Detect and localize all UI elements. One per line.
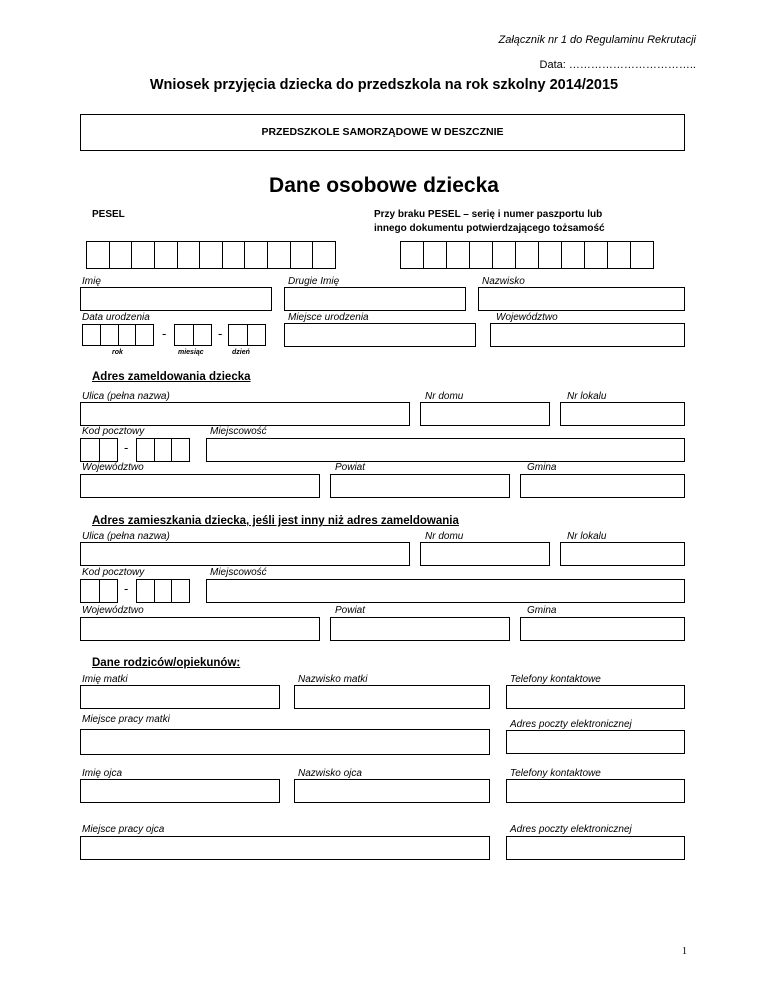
father-surname-field[interactable]: [294, 779, 490, 803]
pesel-field[interactable]: [86, 241, 336, 269]
surname-field[interactable]: [478, 287, 685, 311]
birth-day-field[interactable]: [228, 324, 266, 346]
passport-label-2: innego dokumentu potwierdzającego tożsamość: [374, 223, 605, 234]
reg-county-label: Powiat: [335, 462, 366, 473]
mother-surname-label: Nazwisko matki: [298, 674, 368, 685]
form-title: Wniosek przyjęcia dziecka do przedszkola na rok szkolny 2014/2015: [149, 77, 619, 93]
day-label: dzień: [232, 349, 250, 356]
birth-place-field[interactable]: [284, 323, 476, 347]
date-line: Data: ……………………………..: [539, 59, 696, 71]
father-email-field[interactable]: [506, 836, 685, 860]
passport-label-1: Przy braku PESEL – serię i numer paszportu lub: [374, 209, 603, 220]
child-data-heading: Dane osobowe dziecka: [269, 174, 499, 197]
reg-city-field[interactable]: [206, 438, 685, 462]
reg-house-field[interactable]: [420, 402, 550, 426]
father-surname-label: Nazwisko ojca: [298, 768, 362, 779]
surname-label: Nazwisko: [482, 276, 525, 287]
father-name-label: Imię ojca: [82, 768, 123, 779]
res-commune-label: Gmina: [527, 605, 557, 616]
mother-name-label: Imię matki: [82, 674, 128, 685]
res-postcode-first[interactable]: [80, 579, 118, 603]
birth-date-label: Data urodzenia: [82, 312, 150, 323]
attachment-note: Załącznik nr 1 do Regulaminu Rekrutacji: [498, 34, 696, 46]
reg-postcode-first[interactable]: [80, 438, 118, 462]
reg-postcode-label: Kod pocztowy: [82, 426, 145, 437]
res-flat-field[interactable]: [560, 542, 685, 566]
reg-city-label: Miejscowość: [210, 426, 267, 437]
father-work-label: Miejsce pracy ojca: [82, 824, 165, 835]
birth-voivodeship-label: Województwo: [496, 312, 558, 323]
mother-name-field[interactable]: [80, 685, 280, 709]
res-flat-label: Nr lokalu: [567, 531, 607, 542]
school-box: [80, 114, 685, 151]
school-name: PRZEDSZKOLE SAMORZĄDOWE W DESZCZNIE: [261, 126, 504, 138]
second-name-field[interactable]: [284, 287, 466, 311]
birth-year-field[interactable]: [82, 324, 154, 346]
res-county-field[interactable]: [330, 617, 510, 641]
reg-voivodeship-field[interactable]: [80, 474, 320, 498]
reg-postcode-second[interactable]: [136, 438, 190, 462]
date-separator: -: [218, 326, 223, 341]
res-commune-field[interactable]: [520, 617, 685, 641]
father-email-label: Adres poczty elektronicznej: [510, 824, 632, 835]
pesel-label: PESEL: [92, 209, 125, 220]
first-name-field[interactable]: [80, 287, 272, 311]
month-label: miesiąc: [178, 349, 204, 356]
res-voivodeship-label: Województwo: [82, 605, 144, 616]
page-number: 1: [682, 946, 687, 957]
birth-month-field[interactable]: [174, 324, 212, 346]
birth-voivodeship-field[interactable]: [490, 323, 685, 347]
reg-street-field[interactable]: [80, 402, 410, 426]
res-city-field[interactable]: [206, 579, 685, 603]
res-county-label: Powiat: [335, 605, 366, 616]
mother-work-field[interactable]: [80, 729, 490, 755]
mother-email-label: Adres poczty elektronicznej: [510, 719, 632, 730]
reg-house-label: Nr domu: [425, 391, 464, 402]
reg-commune-field[interactable]: [520, 474, 685, 498]
res-postcode-label: Kod pocztowy: [82, 567, 145, 578]
postcode-separator: -: [124, 440, 129, 455]
reg-flat-field[interactable]: [560, 402, 685, 426]
birth-place-label: Miejsce urodzenia: [288, 312, 369, 323]
res-postcode-second[interactable]: [136, 579, 190, 603]
reg-commune-label: Gmina: [527, 462, 557, 473]
reg-voivodeship-label: Województwo: [82, 462, 144, 473]
first-name-label: Imię: [82, 276, 101, 287]
reg-county-field[interactable]: [330, 474, 510, 498]
mother-work-label: Miejsce pracy matki: [82, 714, 170, 725]
residence-address-heading: Adres zamieszkania dziecka, jeśli jest inny niż adres zameldowania: [92, 515, 459, 527]
father-work-field[interactable]: [80, 836, 490, 860]
mother-email-field[interactable]: [506, 730, 685, 754]
passport-field[interactable]: [400, 241, 655, 269]
parents-heading: Dane rodziców/opiekunów:: [92, 657, 241, 669]
res-house-field[interactable]: [420, 542, 550, 566]
res-street-label: Ulica (pełna nazwa): [82, 531, 170, 542]
father-phone-field[interactable]: [506, 779, 685, 803]
reg-street-label: Ulica (pełna nazwa): [82, 391, 170, 402]
res-city-label: Miejscowość: [210, 567, 267, 578]
mother-phone-label: Telefony kontaktowe: [510, 674, 601, 685]
reg-flat-label: Nr lokalu: [567, 391, 607, 402]
father-name-field[interactable]: [80, 779, 280, 803]
res-street-field[interactable]: [80, 542, 410, 566]
father-phone-label: Telefony kontaktowe: [510, 768, 601, 779]
second-name-label: Drugie Imię: [288, 276, 340, 287]
mother-phone-field[interactable]: [506, 685, 685, 709]
res-house-label: Nr domu: [425, 531, 464, 542]
res-voivodeship-field[interactable]: [80, 617, 320, 641]
registered-address-heading: Adres zameldowania dziecka: [92, 371, 251, 383]
year-label: rok: [112, 349, 123, 356]
date-separator: -: [162, 326, 167, 341]
postcode-separator: -: [124, 581, 129, 596]
mother-surname-field[interactable]: [294, 685, 490, 709]
